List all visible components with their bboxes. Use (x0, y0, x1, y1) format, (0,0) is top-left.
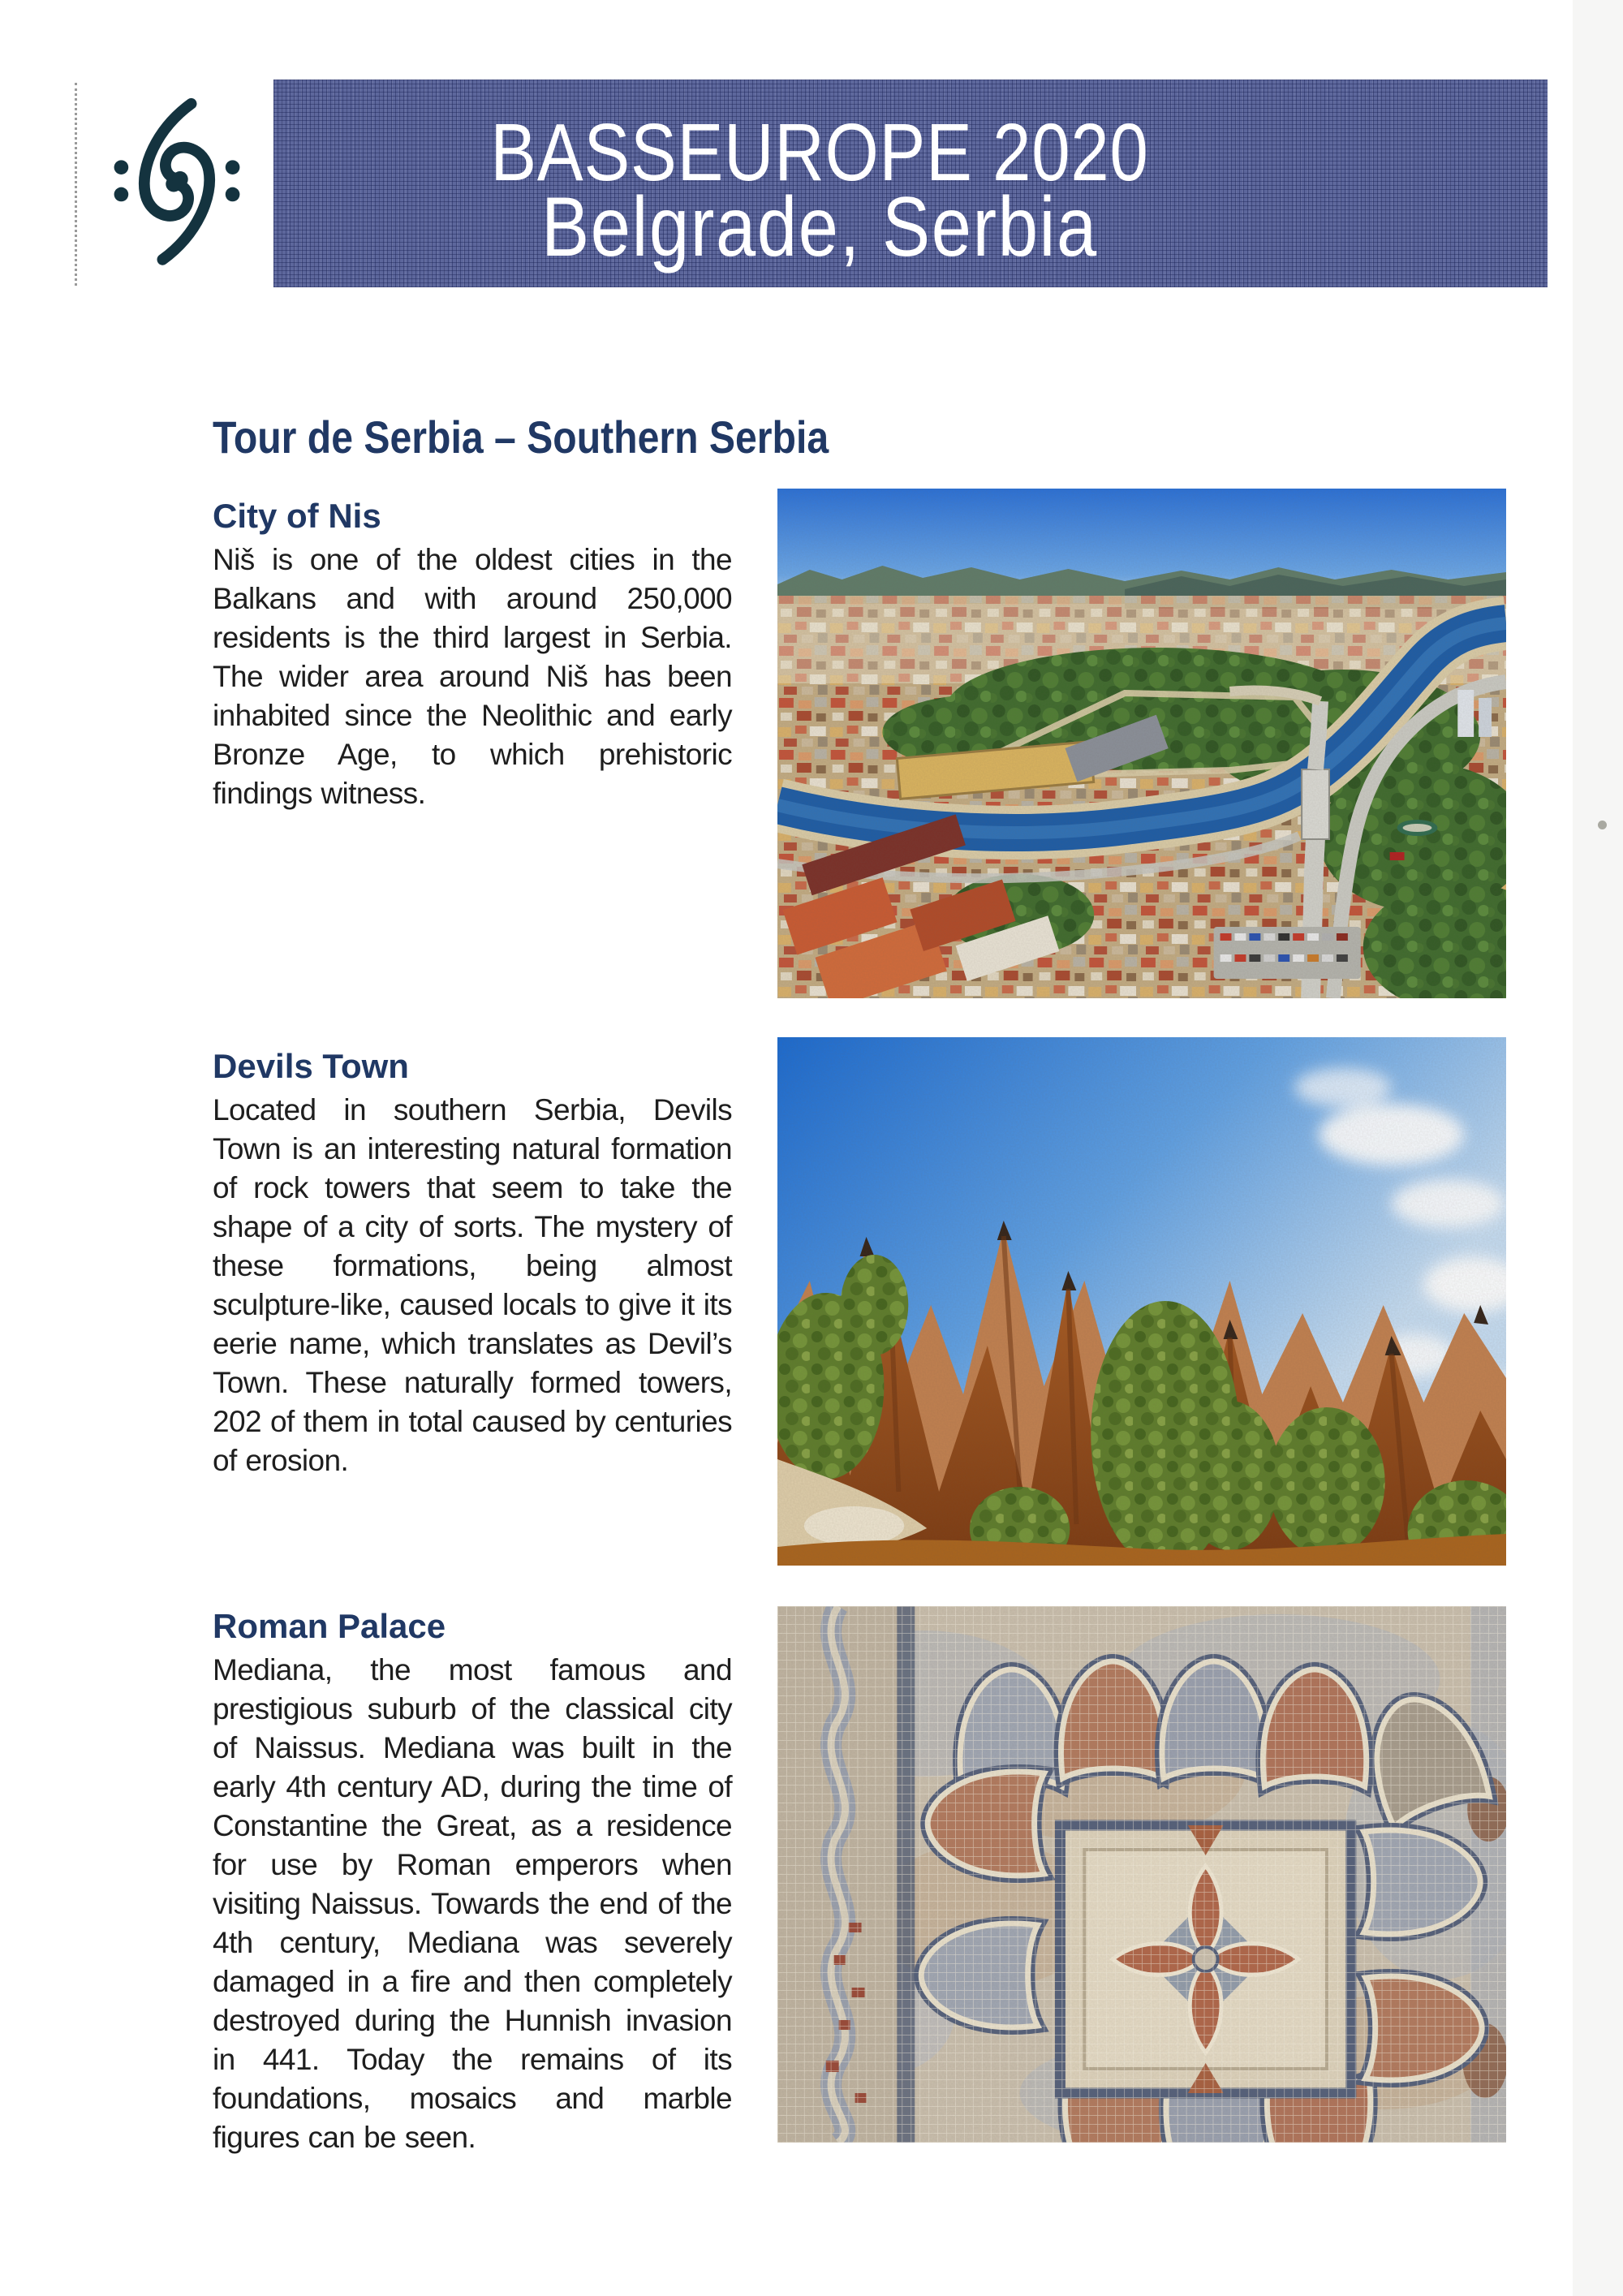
event-location: Belgrade, Serbia (541, 180, 1098, 274)
article-heading: City of Nis (213, 497, 381, 535)
nis-aerial-photo (777, 489, 1506, 998)
article-devils-town (213, 1049, 732, 1480)
left-dotted-divider (75, 83, 77, 286)
article-body: Mediana, the most famous and prestigious suburb of the classical city of Naissus. Mediana was built in the early 4th century AD, during the time of Constantine the Great, as a residence for use by Roman emperors when visiting Naissus. Towards the end of the 4th century, Mediana was severely damaged in a fire and then completely destroyed during the Hunnish invasion in 441. Today the remains of its foundations, mosaics and marble figures can be seen. (213, 1653, 732, 2154)
scan-edge-shade (1573, 0, 1623, 2296)
article-roman-palace (213, 1609, 732, 2157)
article-body: Located in southern Serbia, Devils Town is an interesting natural formation of rock towers that seem to take the shape of a city of sorts. The mystery of these formations, being almost sculpture-like, caused locals to give it its eerie name, which translates as Devil’s Town. These naturally formed towers, 202 of them in total caused by centuries of erosion. (213, 1093, 732, 1477)
article-heading: Devils Town (213, 1047, 409, 1085)
article-city-of-nis (213, 498, 732, 813)
section-title: Tour de Serbia – Southern Serbia (213, 411, 829, 463)
title-banner (273, 80, 1548, 287)
double-bass-clef-icon (97, 94, 256, 274)
devils-town-photo (777, 1037, 1506, 1566)
roman-mosaic-photo (777, 1606, 1506, 2143)
article-body: Niš is one of the oldest cities in the Balkans and with around 250,000 residents is the third largest in Serbia. The wider area around Niš has been inhabited since the Neolithic and early Bronze Age, to which prehistoric findings witness. (213, 543, 732, 810)
article-heading: Roman Palace (213, 1607, 446, 1645)
scan-artifact-dot (1598, 821, 1607, 829)
event-title: BASSEUROPE 2020 (490, 107, 1149, 198)
